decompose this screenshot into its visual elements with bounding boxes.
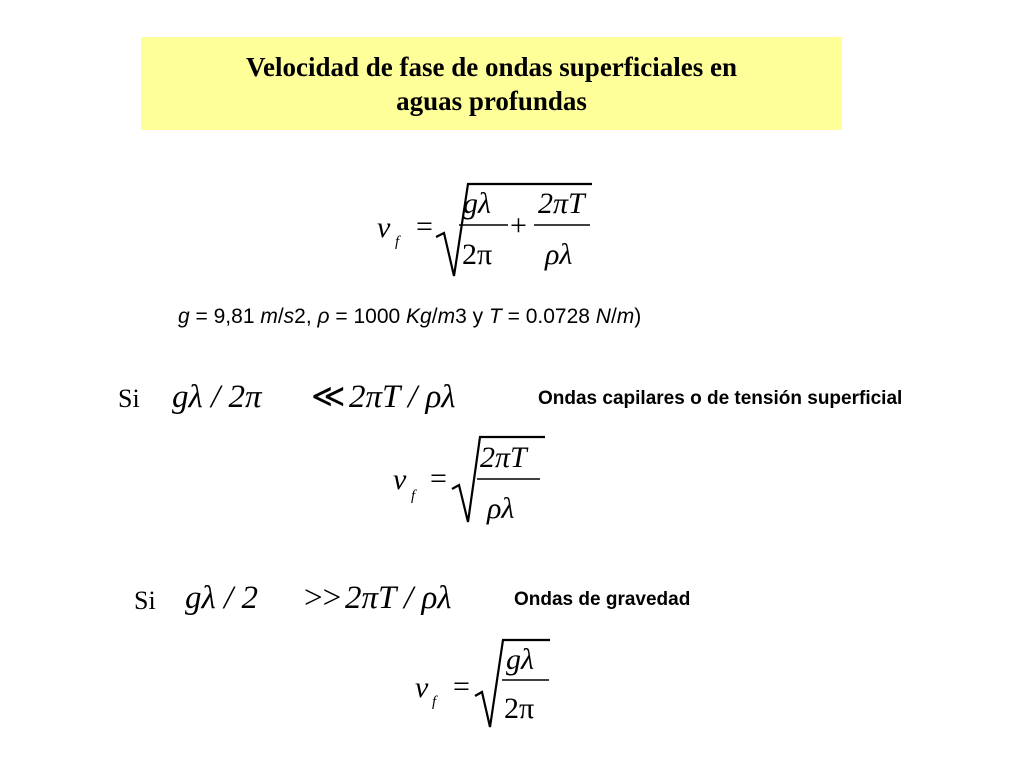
condition-capillary <box>115 372 525 422</box>
eq-cap-v: v <box>393 463 407 496</box>
cond2-rhs: 2πT / ρλ <box>345 580 452 616</box>
eq-main-den1: 2π <box>462 238 493 271</box>
cond2-lhs: gλ / 2 <box>185 580 258 616</box>
title-line-1: Velocidad de fase de ondas superficiales en <box>245 51 738 82</box>
const-t-unit-m: m <box>616 305 635 328</box>
eq-grav-den: 2π <box>504 692 535 725</box>
const-g-unit-m: m <box>260 305 278 328</box>
condition-gravity <box>125 572 525 622</box>
const-t-value: = 0.0728 <box>501 305 596 328</box>
equation-gravity <box>405 630 565 730</box>
eq-main-den2: ρλ <box>545 238 573 271</box>
const-close-paren: ) <box>634 305 642 328</box>
const-t-symbol: T <box>488 305 502 328</box>
const-rho-value: = 1000 <box>329 305 407 328</box>
eq-main-plus: + <box>510 209 527 242</box>
eq-main-num1: gλ <box>463 187 491 220</box>
eq-cap-equals: = <box>430 462 447 495</box>
cond2-si: Si <box>134 586 156 615</box>
eq-main-equals: = <box>416 210 433 243</box>
eq-cap-den: ρλ <box>487 492 515 525</box>
cond1-rhs: 2πT / ρλ <box>349 379 456 415</box>
cond1-lhs: gλ / 2π <box>172 379 262 415</box>
const-rho-symbol: ρ <box>317 305 330 328</box>
eq-grav-v: v <box>415 671 429 704</box>
eq-grav-num: gλ <box>506 643 534 676</box>
eq-grav-equals: = <box>453 670 470 703</box>
cond2-operator: >> <box>304 580 342 616</box>
const-g-unit-s: s <box>283 305 295 328</box>
const-t-unit-n: N <box>595 305 611 328</box>
title-box <box>141 37 842 130</box>
eq-main-num2: 2πT <box>538 187 585 220</box>
cond1-si: Si <box>118 384 140 413</box>
const-rho-unit-m: m <box>437 305 456 328</box>
eq-cap-sub-f: f <box>411 488 416 504</box>
eq-grav-sub-f: f <box>432 694 437 710</box>
equation-main <box>360 175 610 285</box>
const-rho-exp: 3 y <box>455 305 489 328</box>
title-line-2: aguas profundas <box>396 85 587 116</box>
label-capillary-waves: Ondas capilares o de tensión superficial <box>538 388 903 409</box>
eq-main-sub-f: f <box>395 234 400 250</box>
cond1-operator: ≪ <box>311 379 346 415</box>
eq-main-v: v <box>377 211 391 244</box>
const-g-value: = 9,81 <box>189 305 261 328</box>
const-slash-2: / <box>431 305 438 328</box>
const-slash-1: / <box>277 305 284 328</box>
const-g-symbol: g <box>178 305 190 328</box>
eq-cap-num: 2πT <box>480 441 527 474</box>
const-slash-3: / <box>610 305 617 328</box>
const-g-exp: 2, <box>294 305 318 328</box>
label-gravity-waves: Ondas de gravedad <box>514 589 691 610</box>
equation-capillary <box>380 432 560 532</box>
constants-line <box>178 305 641 329</box>
const-rho-unit-kg: Kg <box>406 305 432 328</box>
